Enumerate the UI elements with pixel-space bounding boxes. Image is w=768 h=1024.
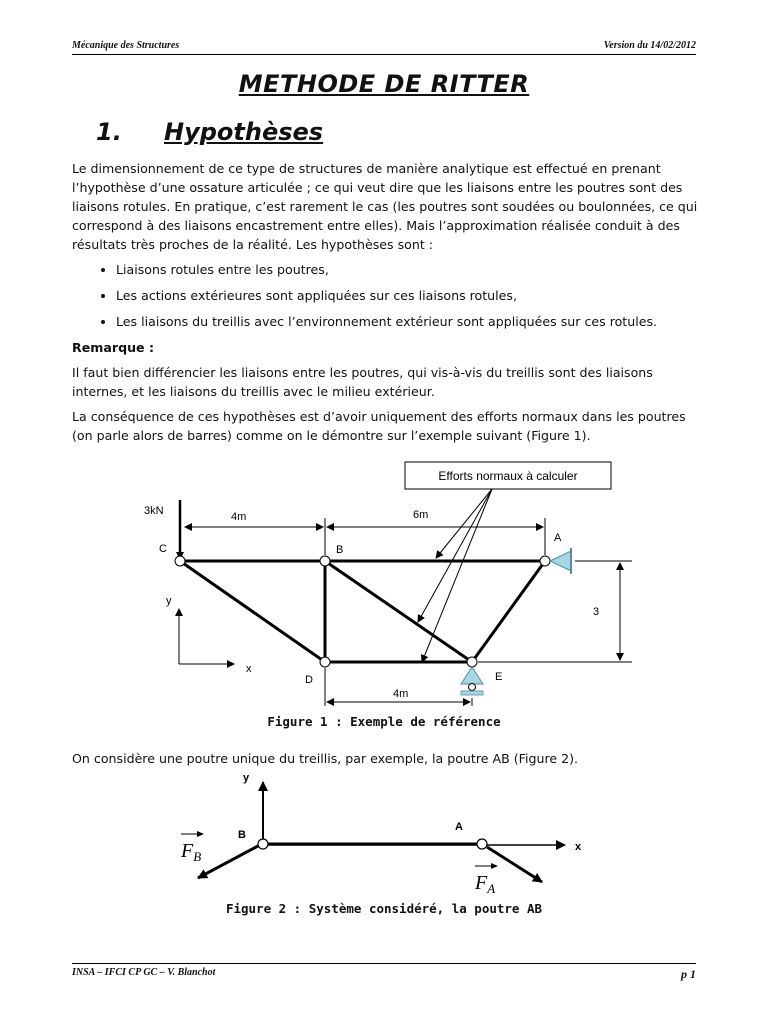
node-c bbox=[175, 556, 185, 566]
force-b-subscript: B bbox=[193, 849, 202, 864]
support-e-ground bbox=[461, 691, 483, 695]
body-text bbox=[72, 159, 702, 451]
section-number: 1. bbox=[96, 118, 122, 146]
callout-arrow bbox=[418, 489, 492, 622]
axis-y-label: y bbox=[166, 595, 172, 607]
truss-bars bbox=[180, 561, 545, 662]
axes-fig1 bbox=[179, 609, 234, 664]
remark-label: Remarque : bbox=[72, 340, 155, 355]
axis-y-label: y bbox=[243, 772, 250, 784]
label-node-b: B bbox=[238, 829, 246, 841]
label-node-b: B bbox=[336, 544, 344, 556]
page-footer bbox=[72, 963, 696, 982]
figure-1-caption: Figure 1 : Exemple de référence bbox=[267, 714, 501, 729]
force-a-arrow bbox=[487, 847, 542, 882]
force-b-arrow bbox=[198, 846, 258, 878]
list-item: • Les actions extérieures sont appliquées sur ces liaisons rotules, bbox=[116, 286, 702, 305]
header-version: Version du 14/02/2012 bbox=[603, 40, 696, 51]
label-node-d: D bbox=[305, 674, 313, 686]
node-d bbox=[320, 657, 330, 667]
header-course: Mécanique des Structures bbox=[72, 40, 180, 51]
node-b bbox=[258, 839, 268, 849]
label-node-a: A bbox=[554, 532, 562, 544]
consequence-paragraph: La conséquence de ces hypothèses est d’avoir uniquement des efforts normaux dans les poutres (on parle alors de barres) comme on le démontre sur l’exemple suivant (Figure 1). bbox=[72, 409, 686, 443]
axis-x-label: x bbox=[246, 663, 252, 675]
figure-2-caption: Figure 2 : Système considéré, la poutre AB bbox=[225, 901, 543, 916]
load-label: 3kN bbox=[144, 505, 164, 517]
list-item: • Liaisons rotules entre les poutres, bbox=[116, 260, 702, 279]
bar-cd bbox=[180, 561, 325, 662]
support-a-triangle bbox=[550, 551, 571, 571]
figure-1-truss bbox=[0, 455, 768, 715]
page-title: METHODE DE RITTER bbox=[238, 70, 530, 98]
dim-de-label: 4m bbox=[393, 688, 409, 700]
page-number: p 1 bbox=[681, 967, 696, 981]
force-a-subscript: A bbox=[487, 881, 496, 896]
footer-author: INSA – IFCI CP GC – V. Blanchot bbox=[72, 967, 216, 978]
hypotheses-list bbox=[72, 260, 702, 331]
node-e bbox=[467, 657, 477, 667]
support-e-triangle bbox=[461, 667, 483, 684]
force-b-symbol: F bbox=[181, 840, 194, 862]
node-a bbox=[540, 556, 550, 566]
page-header bbox=[72, 40, 696, 55]
between-paragraph: On considère une poutre unique du treillis, par exemple, la poutre AB (Figure 2). bbox=[72, 751, 579, 766]
support-e-roller bbox=[469, 684, 476, 691]
force-b-label bbox=[180, 840, 201, 864]
callout-text: Efforts normaux à calculer bbox=[438, 469, 578, 483]
label-node-e: E bbox=[495, 671, 503, 683]
figure-2-beam bbox=[0, 768, 768, 898]
label-node-c: C bbox=[159, 543, 167, 555]
node-b bbox=[320, 556, 330, 566]
remark-paragraph: Il faut bien différencier les liaisons entre les poutres, qui vis-à-vis du treillis sont des liaisons internes, et les liaisons du treillis avec le milieu extérieur. bbox=[72, 365, 653, 399]
force-a-label bbox=[474, 872, 495, 896]
dim-ba-label: 6m bbox=[413, 509, 429, 521]
label-node-a: A bbox=[455, 821, 463, 833]
intro-paragraph: Le dimensionnement de ce type de structures de manière analytique est effectué en prenant l’hypothèse d’une ossature articulée ; ce qui veut dire que les liaisons entre les poutres sont des liaisons rotules. En pratique, c’est rarement le cas (les poutres sont soudées ou boulonnées, ce qui correspond à des liaisons encastrement entre elles). Mais l’approximation réalisée conduit à des résultats très proches de la réalité. Les hypothèses sont : bbox=[72, 161, 698, 252]
callout-arrow bbox=[436, 489, 492, 558]
dim-cb-label: 4m bbox=[231, 511, 247, 523]
list-item: • Les liaisons du treillis avec l’environnement extérieur sont appliquées sur ces rotules. bbox=[116, 312, 702, 331]
bar-ea bbox=[472, 561, 545, 662]
section-title: Hypothèses bbox=[164, 118, 324, 146]
dim-height-label: 3 bbox=[593, 606, 600, 618]
node-a bbox=[477, 839, 487, 849]
callout-arrows bbox=[418, 489, 492, 662]
bar-be bbox=[325, 561, 472, 662]
section-heading bbox=[96, 118, 323, 146]
force-a-symbol: F bbox=[475, 872, 488, 894]
truss-nodes bbox=[175, 556, 550, 667]
axis-x-label: x bbox=[575, 841, 582, 853]
